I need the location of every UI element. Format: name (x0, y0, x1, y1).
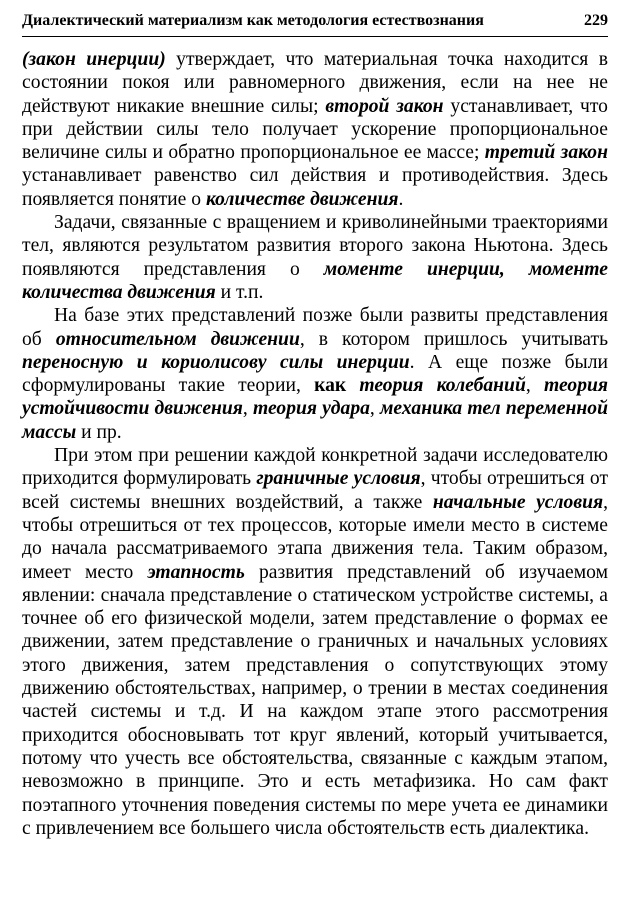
emphasized-term: теория удара (252, 398, 370, 420)
body-text (22, 48, 608, 840)
paragraph (22, 211, 608, 304)
text-run: , (525, 375, 544, 397)
paragraph (22, 48, 608, 211)
text-run: устанавливает, что при действии силы тело получает ускорение пропорциональное величине силы и обратно пропорциональное ее массе; (22, 95, 608, 164)
running-head-title: Диалектический материализм как методология естествознания (22, 12, 484, 29)
emphasized-term: как (314, 375, 360, 397)
text-run: . (398, 188, 404, 210)
emphasized-term: этапность (147, 561, 245, 583)
text-run: и т.п. (215, 281, 264, 303)
emphasized-term: теория устойчивости движения (22, 375, 608, 420)
text-run: утверждает, что материальная точка находится в состоянии покоя или равномерного движения, если на нее не действуют никакие внешние силы; (22, 49, 608, 117)
paragraph (22, 304, 608, 444)
text-run: На базе этих представлений позже были развиты представления об (22, 305, 608, 350)
text-run: развития представлений об изучаемом явлении: сначала представление о статическом устройстве системы, а точнее об его физической модели, затем представление о формах ее движении, затем представление о граничных и начальных условиях этого движения, затем представления о сопутствующих этому движению обстоятельствах, например, о трении в местах соединения частей системы и т.д. И на каждом этапе этого рассмотрения приходится обосновывать тот круг явлений, который учитывается, потому что учесть все обстоятельства, связанные с каждым этапом, невозможно в принципе. Это и есть метафизика. Но сам факт поэтапного уточнения поведения системы по мере учета ее динамики с привлечением все большего числа обстоятельств есть диалектика. (22, 561, 608, 839)
emphasized-term: второй закон (325, 95, 444, 117)
text-run: При этом при решении каждой конкретной задачи исследователю приходится формулировать (22, 445, 608, 490)
emphasized-term: относительном движении (55, 328, 300, 350)
page-number: 229 (584, 12, 608, 29)
emphasized-term: переносную и кориолисову силы инерции (22, 351, 410, 373)
paragraph (22, 444, 608, 840)
emphasized-term: количестве движения (205, 188, 399, 210)
emphasized-term: третий закон (484, 142, 608, 164)
text-run: , чтобы отрешиться от всей системы внешних воздействий, а также (22, 468, 609, 513)
text-run: , (369, 398, 380, 420)
emphasized-term: моменте инерции, моменте количества движения (22, 258, 608, 303)
emphasized-term: граничные условия (256, 468, 421, 490)
text-run: , (242, 398, 253, 420)
text-run: Задачи, связанные с вращением и криволинейными траекториями тел, являются результатом развития второго закона Ньютона. Здесь появляются представления о (22, 212, 608, 280)
text-run: , в котором пришлось учитывать (299, 328, 608, 350)
text-run: и пр. (76, 421, 122, 443)
text-run: . А еще позже были сформулированы такие теории, (22, 351, 608, 397)
text-run: устанавливает равенство сил действия и противодействия. Здесь появляется понятие о (22, 165, 608, 210)
emphasized-term: (закон инерции) (22, 49, 166, 70)
text-run: , чтобы отрешиться от тех процессов, которые имели место в системе до начала рассматриваемого этапа движения тела. Таким образом, имеет место (22, 491, 608, 583)
emphasized-term: теория колебаний (359, 375, 526, 397)
header-rule (22, 36, 608, 37)
emphasized-term: механика тел переменной массы (22, 398, 608, 443)
running-head (22, 10, 608, 32)
emphasized-term: начальные условия (432, 491, 604, 513)
